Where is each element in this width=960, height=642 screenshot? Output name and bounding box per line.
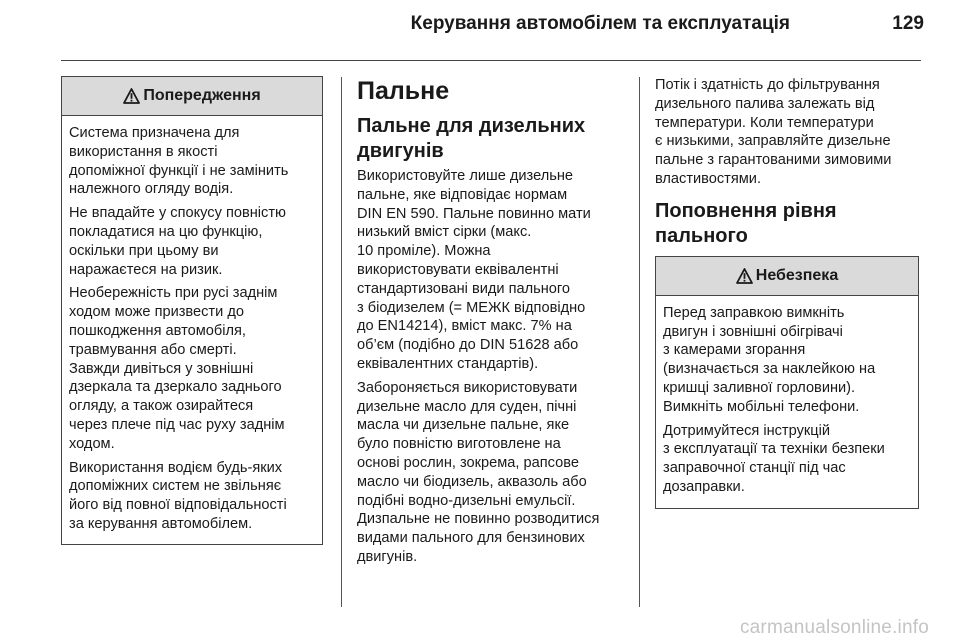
subsection-heading-diesel-fuel: Пальне для дизельних двигунів	[357, 115, 586, 162]
warning-triangle-icon	[736, 268, 753, 284]
warning-notice-body	[62, 116, 322, 544]
body-paragraph: Використовуйте лише дизельне пальне, яке відповідає нормам DIN EN 590. Пальне повинно мати низький вміст сірки (макс. 10 проміле). Можна використовувати еквівалентні стандартизовані види пального з біодизелем (= МЕЖК відповідно до EN14214), вміст макс. 7% на об’єм (подібно до DIN 51628 або еквівалентних стандартів).	[357, 168, 591, 372]
running-header: Керування автомобілем та експлуатація	[410, 13, 790, 34]
watermark-text: carmanualsonline.info	[739, 617, 929, 638]
warning-paragraph: Використання водієм будь-яких допоміжних систем не звільняє його від повної відповідальності за керування автомобілем.	[69, 459, 287, 532]
body-paragraph: Забороняється використовувати дизельне масло для суден, пічні масла чи дизельне пальне, яке було повністю виготовлене на основі рослин, зокрема, рапсове масло чи біодизель, аквазоль або подібні водно-дизельні емульсії. Дизпальне не повинно розводитися видами пального для бензинових двигунів.	[357, 379, 600, 565]
danger-notice-box	[655, 256, 919, 509]
right-column	[655, 76, 919, 509]
warning-notice-box	[61, 76, 323, 545]
body-paragraph: Потік і здатність до фільтрування дизельного палива залежать від температури. Коли температури є низькими, заправляйте дизельне пальне з гарантованими зимовими властивостями.	[655, 77, 892, 187]
danger-notice-title: Небезпека	[755, 266, 839, 284]
danger-paragraph: Перед заправкою вимкніть двигун і зовнішні обігрівачі з камерами згорання (визначається за наклейкою на кришці заливної горловини). Вимкніть мобільні телефони.	[663, 304, 876, 415]
section-heading-fuel: Пальне	[357, 77, 450, 105]
column-divider-right	[639, 77, 640, 607]
danger-notice-header	[656, 257, 918, 296]
danger-notice-body	[656, 296, 918, 508]
column-divider-left	[341, 77, 342, 607]
warning-notice-header	[62, 77, 322, 116]
left-column	[61, 76, 323, 545]
warning-paragraph: Необережність при русі заднім ходом може призвести до пошкодження автомобіля, травмування або смерті. Завжди дивіться у зовнішні дзеркала та дзеркало заднього огляду, а також озирайтеся через плече під час руху заднім ходом.	[69, 285, 285, 452]
warning-notice-title: Попередження	[143, 87, 261, 104]
page-number: 129	[892, 13, 924, 34]
subsection-heading-refuelling: Поповнення рівня пального	[655, 199, 837, 247]
middle-column	[357, 76, 627, 572]
danger-paragraph: Дотримуйтеся інструкцій з експлуатації та техніки безпеки заправочної станції під час дозаправки.	[663, 422, 885, 495]
warning-triangle-icon	[123, 88, 140, 104]
warning-paragraph: Не впадайте у спокусу повністю покладатися на цю функцію, оскільки при цьому ви наражаєтеся на ризик.	[69, 205, 286, 278]
header-rule	[61, 60, 921, 61]
warning-paragraph: Система призначена для використання в якості допоміжної функції і не замінить належного огляду водія.	[69, 125, 289, 198]
